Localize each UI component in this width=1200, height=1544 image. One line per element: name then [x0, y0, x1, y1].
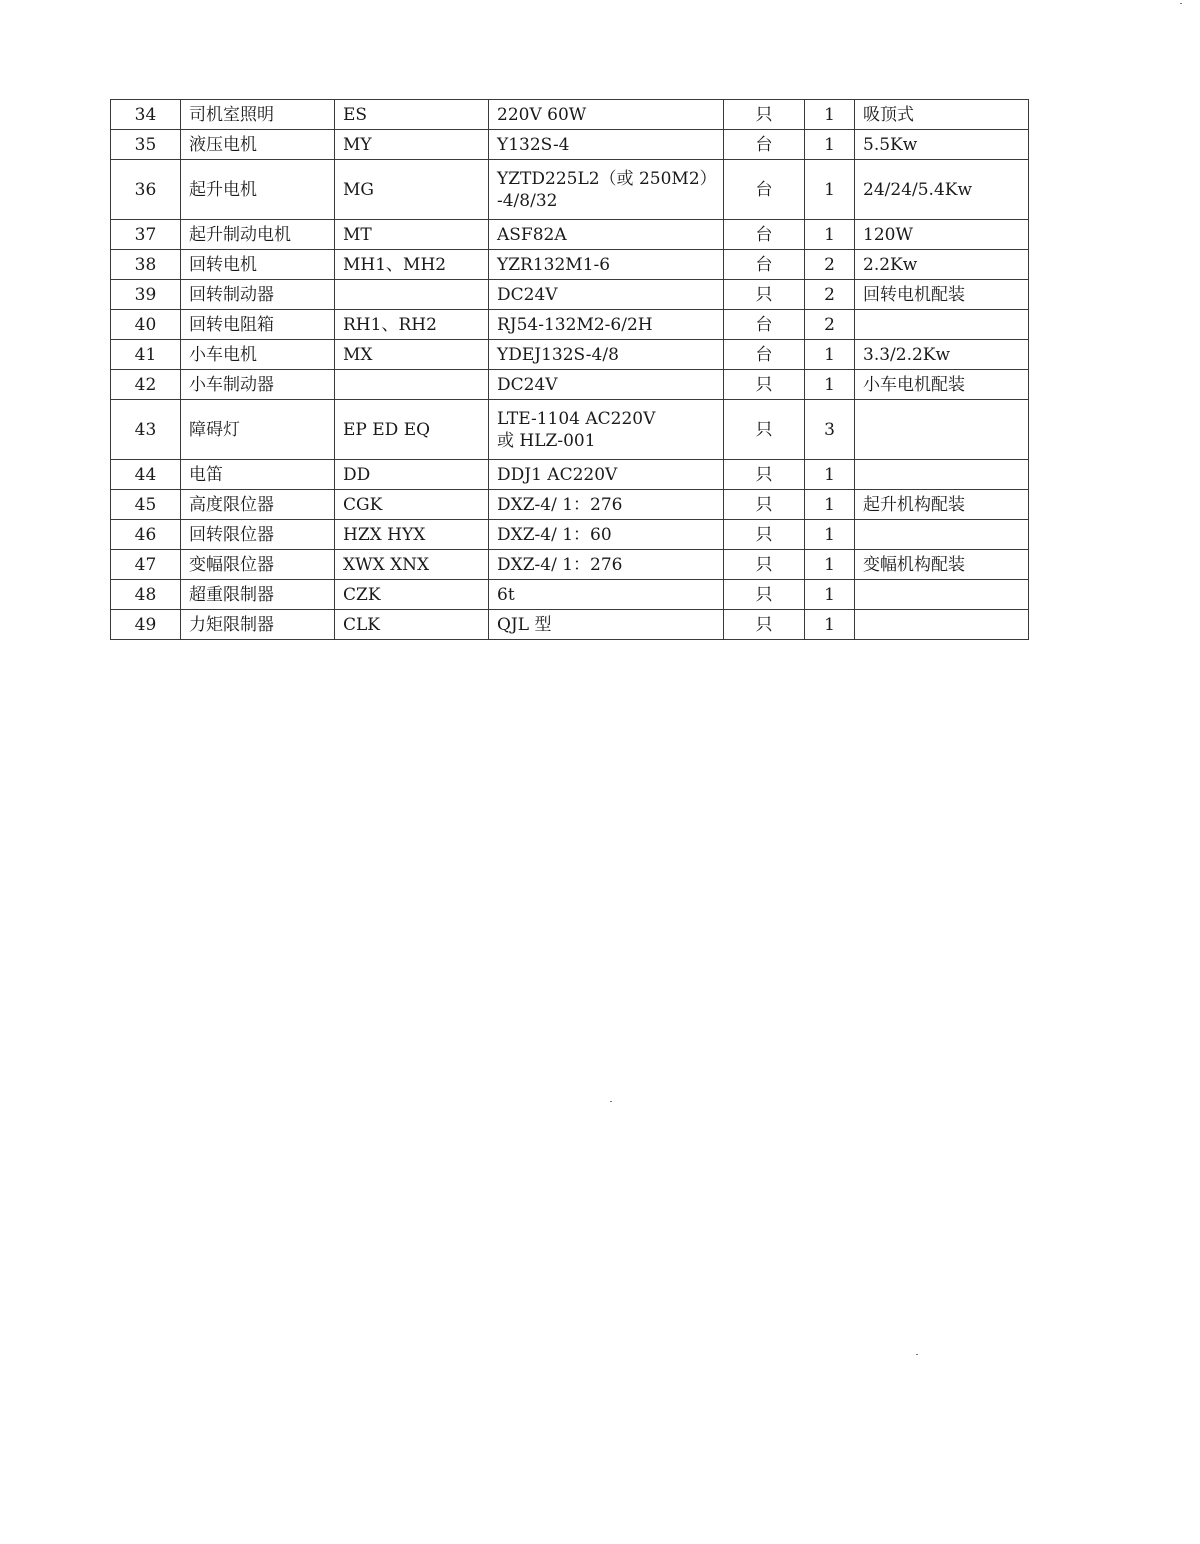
model-spec-line: DXZ-4/ 1：60 [497, 524, 612, 545]
cell-model-spec [489, 340, 724, 370]
cell-model-spec [489, 100, 724, 130]
table-row [111, 550, 1029, 580]
cell-quantity: 1 [805, 610, 855, 640]
cell-quantity: 1 [805, 100, 855, 130]
cell-component-name: 超重限制器 [181, 580, 335, 610]
table-row [111, 310, 1029, 340]
cell-symbol-code: MH1、MH2 [335, 250, 489, 280]
cell-number: 39 [111, 280, 181, 310]
cell-remark: 3.3/2.2Kw [855, 340, 1029, 370]
cell-symbol-code: CLK [335, 610, 489, 640]
scan-artifact-dot [1180, 3, 1182, 4]
cell-unit: 台 [724, 250, 805, 280]
cell-remark [855, 610, 1029, 640]
table-body [111, 100, 1029, 640]
model-spec-line: YZR132M1-6 [497, 254, 611, 275]
cell-unit: 台 [724, 310, 805, 340]
scan-artifact-dot [610, 1101, 612, 1102]
cell-quantity: 1 [805, 460, 855, 490]
table-row [111, 100, 1029, 130]
cell-remark [855, 400, 1029, 460]
cell-remark [855, 460, 1029, 490]
cell-unit: 只 [724, 520, 805, 550]
model-spec-line: 220V 60W [497, 104, 587, 125]
cell-quantity: 1 [805, 340, 855, 370]
cell-unit: 只 [724, 100, 805, 130]
cell-component-name: 电笛 [181, 460, 335, 490]
cell-quantity: 1 [805, 160, 855, 220]
cell-model-spec [489, 490, 724, 520]
cell-remark [855, 580, 1029, 610]
model-spec-line: ASF82A [497, 224, 567, 245]
model-spec-line: 6t [497, 584, 515, 605]
cell-model-spec [489, 610, 724, 640]
cell-unit: 只 [724, 280, 805, 310]
model-spec-line: DC24V [497, 284, 558, 305]
cell-remark [855, 310, 1029, 340]
cell-component-name: 液压电机 [181, 130, 335, 160]
scan-artifact-dot [916, 1354, 918, 1355]
model-spec-line: Y132S-4 [497, 134, 570, 155]
cell-model-spec [489, 220, 724, 250]
table-row [111, 400, 1029, 460]
table-row [111, 250, 1029, 280]
cell-unit: 台 [724, 160, 805, 220]
cell-quantity: 1 [805, 580, 855, 610]
cell-component-name: 司机室照明 [181, 100, 335, 130]
cell-number: 36 [111, 160, 181, 220]
cell-component-name: 障碍灯 [181, 400, 335, 460]
cell-symbol-code: CGK [335, 490, 489, 520]
cell-symbol-code: ES [335, 100, 489, 130]
model-spec-line: RJ54-132M2-6/2H [497, 314, 653, 335]
cell-model-spec [489, 160, 724, 220]
cell-unit: 只 [724, 550, 805, 580]
cell-quantity: 2 [805, 280, 855, 310]
cell-remark: 起升机构配装 [855, 490, 1029, 520]
cell-model-spec [489, 130, 724, 160]
cell-model-spec [489, 400, 724, 460]
cell-model-spec [489, 370, 724, 400]
cell-remark: 24/24/5.4Kw [855, 160, 1029, 220]
cell-unit: 只 [724, 400, 805, 460]
cell-component-name: 变幅限位器 [181, 550, 335, 580]
table-row [111, 490, 1029, 520]
cell-number: 47 [111, 550, 181, 580]
model-spec-line: 或 HLZ-001 [497, 430, 596, 451]
cell-quantity: 2 [805, 250, 855, 280]
cell-number: 49 [111, 610, 181, 640]
cell-quantity: 1 [805, 220, 855, 250]
cell-component-name: 回转电阻箱 [181, 310, 335, 340]
table-row [111, 460, 1029, 490]
cell-symbol-code [335, 280, 489, 310]
table-row [111, 580, 1029, 610]
model-spec-line: DC24V [497, 374, 558, 395]
electrical-components-table [110, 99, 1029, 640]
cell-number: 43 [111, 400, 181, 460]
table-row [111, 220, 1029, 250]
cell-symbol-code: MX [335, 340, 489, 370]
table-row [111, 130, 1029, 160]
cell-symbol-code: XWX XNX [335, 550, 489, 580]
cell-model-spec [489, 280, 724, 310]
cell-number: 44 [111, 460, 181, 490]
cell-number: 34 [111, 100, 181, 130]
model-spec-line: LTE-1104 AC220V [497, 408, 656, 429]
cell-component-name: 小车制动器 [181, 370, 335, 400]
cell-symbol-code: RH1、RH2 [335, 310, 489, 340]
cell-remark: 小车电机配装 [855, 370, 1029, 400]
cell-unit: 只 [724, 580, 805, 610]
table-row [111, 610, 1029, 640]
cell-component-name: 高度限位器 [181, 490, 335, 520]
cell-model-spec [489, 550, 724, 580]
model-spec-line: YDEJ132S-4/8 [497, 344, 619, 365]
cell-component-name: 回转限位器 [181, 520, 335, 550]
cell-unit: 只 [724, 370, 805, 400]
cell-remark: 变幅机构配装 [855, 550, 1029, 580]
cell-symbol-code: HZX HYX [335, 520, 489, 550]
cell-component-name: 回转电机 [181, 250, 335, 280]
cell-number: 48 [111, 580, 181, 610]
cell-quantity: 1 [805, 130, 855, 160]
cell-number: 35 [111, 130, 181, 160]
cell-number: 46 [111, 520, 181, 550]
cell-component-name: 起升制动电机 [181, 220, 335, 250]
cell-remark [855, 520, 1029, 550]
cell-symbol-code: EP ED EQ [335, 400, 489, 460]
cell-remark: 吸顶式 [855, 100, 1029, 130]
cell-symbol-code [335, 370, 489, 400]
model-spec-line: -4/8/32 [497, 190, 558, 211]
cell-model-spec [489, 580, 724, 610]
cell-remark: 5.5Kw [855, 130, 1029, 160]
table-row [111, 280, 1029, 310]
cell-unit: 只 [724, 610, 805, 640]
cell-symbol-code: DD [335, 460, 489, 490]
cell-quantity: 2 [805, 310, 855, 340]
cell-number: 38 [111, 250, 181, 280]
cell-number: 41 [111, 340, 181, 370]
model-spec-line: DXZ-4/ 1：276 [497, 554, 623, 575]
cell-unit: 台 [724, 220, 805, 250]
cell-model-spec [489, 250, 724, 280]
cell-number: 42 [111, 370, 181, 400]
model-spec-line: DDJ1 AC220V [497, 464, 618, 485]
cell-component-name: 力矩限制器 [181, 610, 335, 640]
cell-quantity: 1 [805, 550, 855, 580]
cell-symbol-code: MG [335, 160, 489, 220]
model-spec-line: QJL 型 [497, 614, 552, 635]
table-row [111, 520, 1029, 550]
table-row [111, 160, 1029, 220]
cell-quantity: 3 [805, 400, 855, 460]
table-row [111, 370, 1029, 400]
cell-number: 45 [111, 490, 181, 520]
cell-model-spec [489, 460, 724, 490]
cell-quantity: 1 [805, 520, 855, 550]
cell-symbol-code: MT [335, 220, 489, 250]
cell-unit: 台 [724, 130, 805, 160]
table-row [111, 340, 1029, 370]
cell-quantity: 1 [805, 490, 855, 520]
cell-component-name: 回转制动器 [181, 280, 335, 310]
cell-quantity: 1 [805, 370, 855, 400]
cell-remark: 回转电机配装 [855, 280, 1029, 310]
cell-component-name: 小车电机 [181, 340, 335, 370]
model-spec-line: DXZ-4/ 1：276 [497, 494, 623, 515]
cell-symbol-code: MY [335, 130, 489, 160]
cell-remark: 2.2Kw [855, 250, 1029, 280]
cell-number: 37 [111, 220, 181, 250]
cell-symbol-code: CZK [335, 580, 489, 610]
cell-unit: 台 [724, 340, 805, 370]
cell-remark: 120W [855, 220, 1029, 250]
cell-unit: 只 [724, 490, 805, 520]
cell-model-spec [489, 520, 724, 550]
model-spec-line: YZTD225L2（或 250M2） [497, 168, 717, 189]
cell-component-name: 起升电机 [181, 160, 335, 220]
cell-model-spec [489, 310, 724, 340]
cell-unit: 只 [724, 460, 805, 490]
cell-number: 40 [111, 310, 181, 340]
